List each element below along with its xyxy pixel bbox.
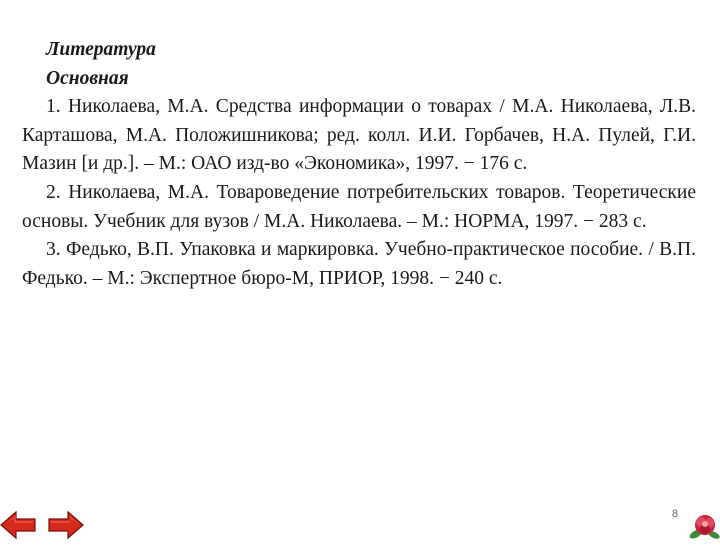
arrow-right-icon	[48, 510, 84, 540]
arrow-left-icon	[0, 510, 36, 540]
flower-icon	[688, 508, 720, 540]
literature-section	[22, 36, 696, 293]
flower-decoration	[688, 508, 720, 540]
literature-title: Литература	[46, 39, 156, 60]
next-slide-button[interactable]	[48, 510, 84, 540]
reference-item: 2. Николаева, М.А. Товароведение потребительских товаров. Теоретические основы. Учебник для вузов / М.А. Николаева. – М.: НОРМА, 1997. − 283 с.	[22, 181, 696, 232]
previous-slide-button[interactable]	[0, 510, 36, 540]
literature-subtitle: Основная	[46, 67, 129, 89]
reference-item: 3. Федько, В.П. Упаковка и маркировка. Учебно-практическое пособие. / В.П. Федько. – М.: Экспертное бюро-М, ПРИОР, 1998. − 240 с.	[22, 239, 696, 289]
page-number: 8	[671, 508, 679, 520]
reference-item: 1. Николаева, М.А. Средства информации о товарах / М.А. Николаева, Л.В. Карташова, М.А. Положишникова; ред. колл. И.И. Горбачев, Н.А. Пулей, Г.И. Мазин [и др.]. – М.: ОАО изд-во «Экономика», 1997. − 176 с.	[22, 96, 696, 175]
